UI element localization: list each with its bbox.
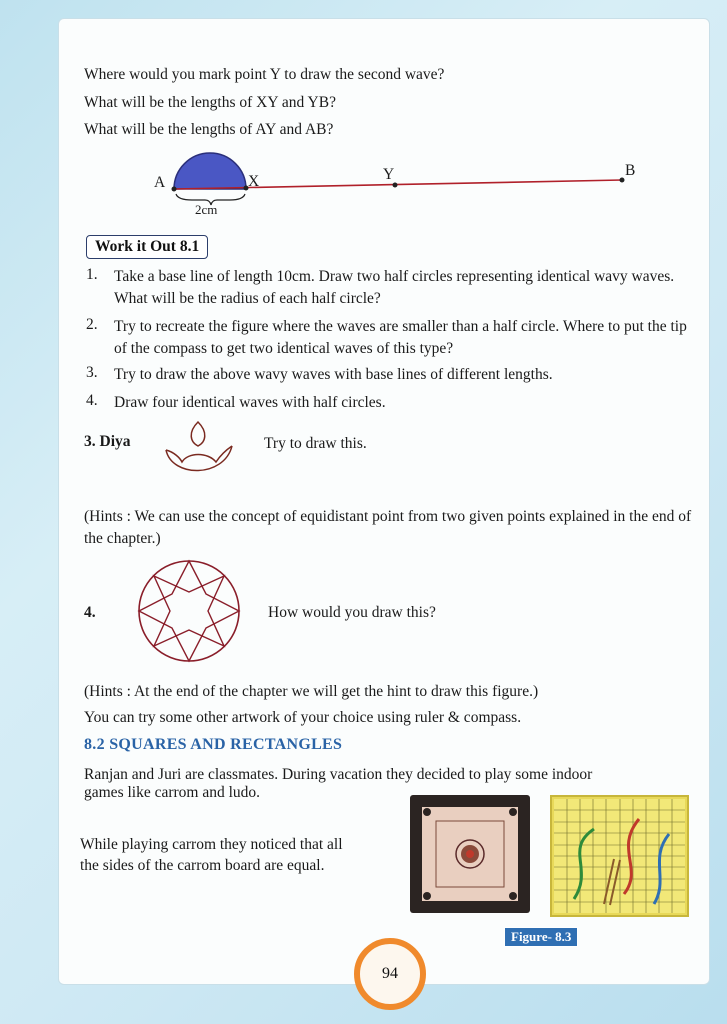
list-item: 1. Take a base line of length 10cm. Draw two half circles representing identical wavy waves. What will be the radius of each half circle? bbox=[86, 266, 675, 307]
semicircle bbox=[174, 153, 246, 189]
wave-diagram bbox=[0, 0, 727, 230]
list-item: 2. Try to recreate the figure where the waves are smaller than a half circle. Where to put the tip of the compass to get two identical waves of this type? bbox=[86, 316, 687, 357]
label-y: Y bbox=[383, 166, 395, 183]
page-number: 94 bbox=[354, 938, 426, 1010]
carrom-board-image bbox=[410, 795, 530, 913]
star-drawing bbox=[134, 556, 244, 666]
star-label: 4. bbox=[84, 604, 96, 621]
measure-label: 2cm bbox=[195, 202, 218, 217]
carrom-line-2: the sides of the carrom board are equal. bbox=[80, 857, 325, 874]
list-item: 3. Try to draw the above wavy waves with base lines of different lengths. bbox=[86, 364, 553, 383]
diya-instruction: Try to draw this. bbox=[264, 435, 367, 452]
intro-line-2: games like carrom and ludo. bbox=[84, 784, 261, 801]
question-3: What will be the lengths of AY and AB? bbox=[84, 121, 334, 138]
diya-label: 3. Diya bbox=[84, 433, 131, 450]
diya-drawing bbox=[160, 418, 240, 488]
label-b: B bbox=[625, 162, 636, 179]
label-a: A bbox=[154, 174, 166, 191]
section-title: 8.2 SQUARES AND RECTANGLES bbox=[84, 736, 343, 753]
list-item: 4. Draw four identical waves with half circles. bbox=[86, 392, 386, 411]
star-instruction: How would you draw this? bbox=[268, 604, 436, 621]
figure-caption: Figure- 8.3 bbox=[504, 927, 578, 947]
question-2: What will be the lengths of XY and YB? bbox=[84, 94, 336, 111]
ludo-board-image bbox=[550, 795, 689, 917]
carrom-line-1: While playing carrom they noticed that all bbox=[80, 836, 343, 853]
star-hint: (Hints : At the end of the chapter we will get the hint to draw this figure.) bbox=[84, 683, 539, 700]
diya-hint: (Hints : We can use the concept of equidistant point from two given points explained in the end of the chapter.) bbox=[84, 508, 692, 547]
star-extra: You can try some other artwork of your choice using ruler & compass. bbox=[84, 709, 522, 726]
intro-line-1: Ranjan and Juri are classmates. During vacation they decided to play some indoor bbox=[84, 766, 593, 783]
question-1: Where would you mark point Y to draw the second wave? bbox=[84, 66, 445, 83]
label-x: X bbox=[248, 173, 260, 190]
work-it-out-title: Work it Out 8.1 bbox=[86, 235, 208, 259]
